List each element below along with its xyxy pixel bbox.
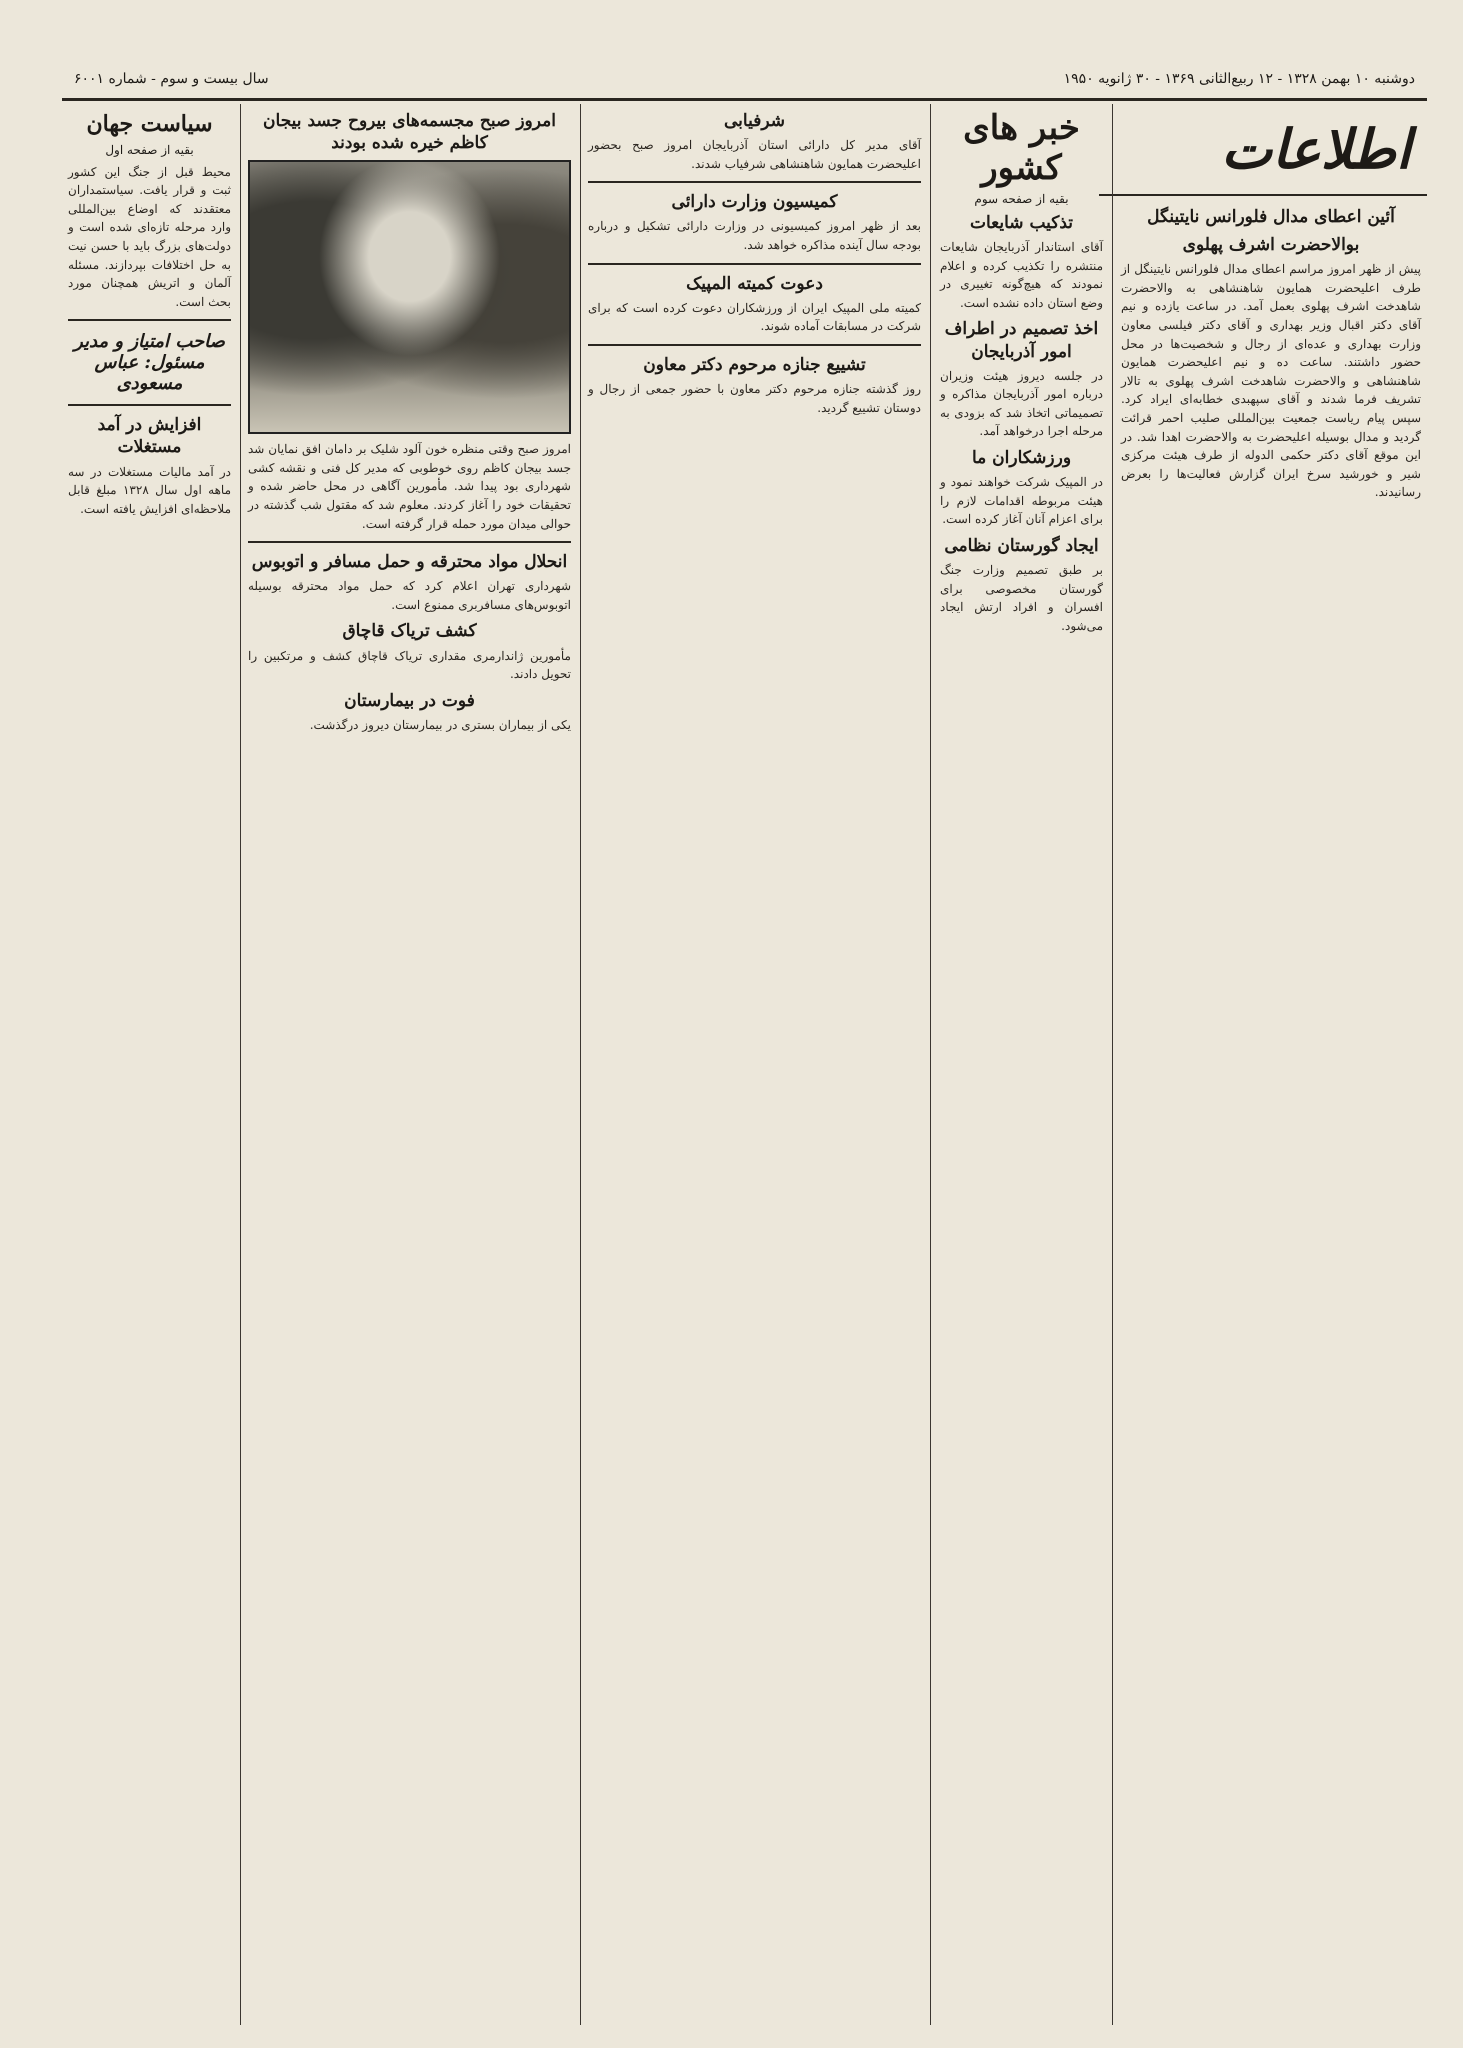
article-headline: امروز صبح مجسمه‌های بیروح جسد بیجان کاظم خیره شده بودند <box>263 111 556 154</box>
news-body: در آمد مالیات مستغلات در سه ماهه اول سال ۱۳۲۸ مبلغ قابل ملاحظه‌ای افزایش یافته است. <box>68 464 232 516</box>
header-date: دوشنبه ۱۰ بهمن ۱۳۲۸ - ۱۲ ربیع‌الثانی ۱۳۶۹ - ۳۰ ژانویه ۱۹۵۰ <box>1063 71 1415 87</box>
article-body: امروز صبح وقتی منظره خون آلود شلیک بر دامان افق نمایان شد جسد بیجان کاظم روی خوطوبی که مدیر کل فنی و نقشه کشی شهرداری بود پیدا شد. مأمورین آگاهی در محل حاضر شده و تحقیقات خود را آغاز کردند. معلوم شد که مقتول شب گذشته در حوالی میدان مورد حمله قرار گرفته است. <box>248 442 571 531</box>
news-body: آقای استاندار آذربایجان شایعات منتشره را تکذیب کرده و اعلام نمودند که هیچ‌گونه تغییری در وضع استان داده نشده است. <box>940 240 1103 310</box>
column-kazem-story <box>242 104 577 2025</box>
divider <box>68 404 231 406</box>
publisher-signature: صاحب امتیاز و مدیر مسئول: عباس مسعودی <box>74 331 225 395</box>
divider <box>588 181 921 183</box>
fountain-photo <box>248 160 571 434</box>
news-title: کشف تریاک قاچاق <box>342 621 477 642</box>
news-title: اخذ تصمیم در اطراف امور آذربایجان <box>944 319 1099 362</box>
divider <box>588 344 921 346</box>
news-body: بعد از ظهر امروز کمیسیونی در وزارت دارائی تشکیل و درباره بودجه سال آینده مذاکره خواهد شد. <box>588 219 921 252</box>
page-header <box>62 60 1427 101</box>
column-rule <box>1112 104 1113 2025</box>
section-title: سیاست جهان <box>86 111 213 137</box>
news-title: ورزشکاران ما <box>971 448 1072 469</box>
news-title: انحلال مواد محترقه و حمل مسافر و اتوبوس <box>251 552 568 573</box>
column-ceremony <box>1115 200 1427 2025</box>
article-body: محیط قبل از جنگ این کشور ثبت و قرار یافت. سیاستمداران معتقدند که اوضاع بین‌المللی وارد مرحله تازه‌ای شده است و دولت‌های بزرگ باید با حسن نیت به حل اختلافات بپردازند. مسئله آلمان و اتریش همچنان مورد بحث است. <box>68 164 231 309</box>
news-body: بر طبق تصمیم وزارت جنگ گورستان مخصوصی برای افسران و افراد ارتش ایجاد می‌شود. <box>940 563 1103 633</box>
news-title: تذکیب شایعات <box>969 213 1074 233</box>
masthead: اطلاعات <box>1099 104 1427 196</box>
column-world-politics <box>62 104 237 2025</box>
news-body: شهرداری تهران اعلام کرد که حمل مواد محترقه بوسیله اتوبوس‌های مسافربری ممنوع است. <box>248 579 571 612</box>
news-title: افزایش در آمد مستغلات <box>97 415 202 458</box>
article-headline: آئین اعطای مدال فلورانس نایتینگل <box>1147 207 1395 227</box>
article-subhead: بوالاحضرت اشرف پهلوی <box>1182 235 1360 256</box>
news-body: در المپیک شرکت خواهند نمود و هیئت مربوطه اقدامات لازم را برای اعزام آنان آغاز کرده است. <box>940 475 1103 527</box>
news-title: ایجاد گورستان نظامی <box>944 535 1099 556</box>
column-misc-news <box>582 104 927 2025</box>
column-rule <box>930 104 931 2025</box>
column-rule <box>580 104 581 2025</box>
newspaper-page <box>62 60 1427 2025</box>
news-body: کمیته ملی المپیک ایران از ورزشکاران دعوت کرده است که برای شرکت در مسابقات آماده شوند. <box>588 300 921 334</box>
news-title: شرفیابی <box>724 111 785 131</box>
news-title: فوت در بیمارستان <box>344 690 475 711</box>
divider <box>248 541 571 543</box>
divider <box>68 319 231 321</box>
divider <box>588 263 921 265</box>
section-title: خبر های کشور <box>963 108 1080 188</box>
section-sub: بقیه از صفحه سوم <box>974 192 1069 206</box>
news-body: یکی از بیماران بستری در بیمارستان دیروز درگذشت. <box>309 717 571 732</box>
column-rule <box>240 104 241 2025</box>
news-body: روز گذشته جنازه مرحوم دکتر معاون با حضور جمعی از رجال و دوستان تشییع گردید. <box>588 381 921 415</box>
news-body: مأمورین ژاندارمری مقداری تریاک قاچاق کشف و مرتکبین را تحویل دادند. <box>248 648 571 682</box>
news-body: آقای مدیر کل دارائی استان آذربایجان امروز صبح بحضور اعلیحضرت همایون شاهنشاهی شرفیاب شدند. <box>588 138 921 171</box>
article-body: پیش از ظهر امروز مراسم اعطای مدال فلورانس نایتینگل از طرف اعلیحضرت همایون شاهنشاهی به والاحضرت شاهدخت اشرف پهلوی بعمل آمد. در ساعت یازده و نیم آقای دکتر اقبال وزیر بهداری و آقای دکتر فیلسی معاون وزارت بهداری و عده‌ای از رجال و شخصیت‌ها در محل حضور داشتند. ساعت ده و نیم اعلیحضرت همایون شاهنشاهی و والاحضرت شاهدخت اشرف پهلوی به تالار تشریف فرما شدند و آقای سپهبدی خطابه‌ای ایراد کرد. سپس پیام ریاست جمعیت بین‌المللی صلیب احمر قرائت گردید و مدال بوسیله اعلیحضرت به والاحضرت اهدا شد. در این موقع آقای دکتر حکمی الدوله از طرف هیئت مرکزی شیر و خورشید سرخ ایران گزارش فعالیت‌ها را بعرض رسانیدند. <box>1121 262 1421 500</box>
news-body: در جلسه دیروز هیئت وزیران درباره امور آذربایجان مذاکره و تصمیماتی اتخاذ شد که بزودی به مرحله اجرا درخواهد آمد. <box>940 368 1103 439</box>
column-country-news <box>934 104 1109 2025</box>
news-title: کمیسیون وزارت دارائی <box>671 192 838 213</box>
header-issue: سال بیست و سوم - شماره ۶۰۰۱ <box>74 71 269 87</box>
section-sub: بقیه از صفحه اول <box>105 142 194 157</box>
news-title: دعوت کمیته المپیک <box>686 273 823 294</box>
news-title: تشییع جنازه مرحوم دکتر معاون <box>643 354 866 375</box>
